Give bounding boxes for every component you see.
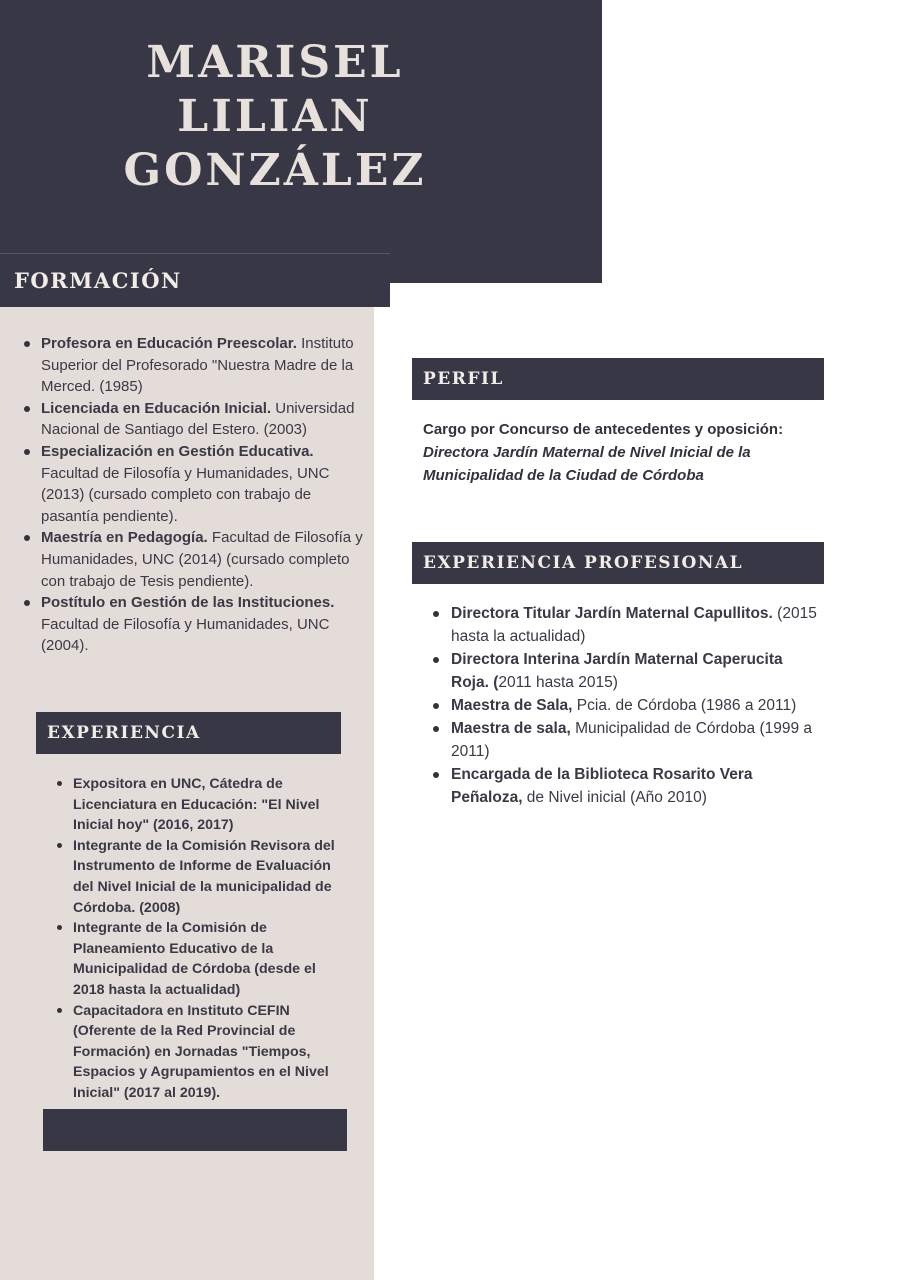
person-name [0,36,550,198]
list-item [451,717,821,763]
item-detail: Municipalidad de Córdoba (1999 a 2011) [451,720,813,760]
name-line-2: LILIAN [177,91,373,142]
experiencia-profesional-list [451,602,821,809]
experiencia-heading: EXPERIENCIA [36,712,341,754]
item-title: Directora Titular Jardín Maternal Capullitos. [451,605,773,622]
item-title: Maestra de sala, [451,720,571,737]
list-item [451,648,821,694]
list-item: Expositora en UNC, Cátedra de Licenciatura en Educación: "El Nivel Inicial hoy" (2016, 2017) [73,774,338,836]
list-item [451,602,821,648]
item-detail: Facultad de Filosofía y Humanidades, UNC (2004). [41,615,330,655]
list-item [41,592,366,657]
perfil-heading: PERFIL [412,358,824,400]
decorative-bar [43,1109,347,1151]
perfil-cargo: Cargo por Concurso de antecedentes y oposición: [423,421,784,438]
experiencia-profesional-heading: EXPERIENCIA PROFESIONAL [412,542,824,584]
item-detail: Pcia. de Córdoba (1986 a 2011) [572,697,797,714]
item-detail: 2011 hasta 2015) [498,674,618,691]
list-item: Integrante de la Comisión de Planeamiento Educativo de la Municipalidad de Córdoba (desde el 2018 hasta la actualidad) [73,918,338,1000]
item-title: Profesora en Educación Preescolar. [41,335,297,352]
list-item [451,763,821,809]
list-item: Integrante de la Comisión Revisora del Instrumento de Informe de Evaluación del Nivel Inicial de la municipalidad de Córdoba. (2008) [73,836,338,918]
item-detail: (2015 hasta la actualidad) [451,605,817,645]
item-title: Maestría en Pedagogía. [41,529,208,547]
name-line-1: MARISEL [146,37,404,88]
item-title: Maestra de Sala, [451,697,573,714]
item-title: Especialización en Gestión Educativa. [41,442,314,460]
item-title: Licenciada en Educación Inicial. [41,399,272,417]
perfil-puesto: Directora Jardín Maternal de Nivel Inicial de la Municipalidad de la Ciudad de Córdoba [423,444,751,484]
item-detail: Facultad de Filosofía y Humanidades, UNC (2013) (cursado completo con trabajo de pasantía pendiente). [41,464,330,525]
formacion-heading: FORMACIÓN [0,253,390,307]
list-item [41,441,366,527]
item-detail: Universidad Nacional de Santiago del Estero. (2003) [41,399,355,439]
item-title: Directora Interina Jardín Maternal Caperucita Roja. ( [451,651,783,691]
item-title: Postítulo en Gestión de las Instituciones. [41,594,335,612]
formacion-list [41,333,366,657]
item-detail: Facultad de Filosofía y Humanidades, UNC (2014) (cursado completo con trabajo de Tesis pendiente). [41,529,363,590]
list-item: Capacitadora en Instituto CEFIN (Oferente de la Red Provincial de Formación) en Jornadas "Tiempos, Espacios y Agrupamientos en el Nivel Inicial" (2017 al 2019). [73,1001,338,1104]
list-item [41,398,366,441]
item-detail: de Nivel inicial (Año 2010) [522,789,707,806]
experiencia-list [73,774,338,1104]
list-item [41,527,366,592]
perfil-text [423,418,818,487]
list-item [41,333,366,398]
item-detail: Instituto Superior del Profesorado "Nuestra Madre de la Merced. (1985) [41,335,354,396]
name-line-3: GONZÁLEZ [123,145,427,196]
list-item [451,694,821,717]
item-title: Encargada de la Biblioteca Rosarito Vera Peñaloza, [451,766,753,806]
